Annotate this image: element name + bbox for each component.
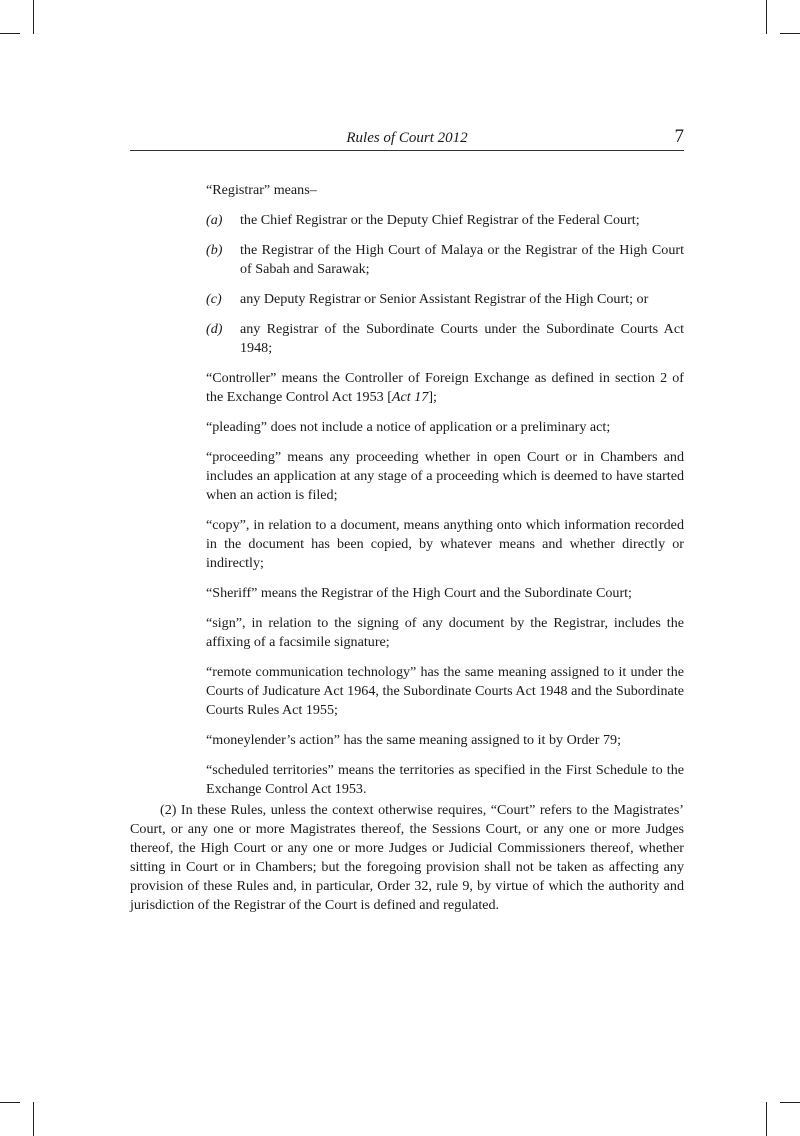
definition-copy: “copy”, in relation to a document, means anything onto which information recorded in the document has been copied, by whatever means and whether directly or indirectly; [206,517,684,571]
crop-mark [0,1102,20,1103]
page-number: 7 [674,126,684,147]
definition-scheduled-territories: “scheduled territories” means the territories as specified in the First Schedule to the Exchange Control Act 1953. [206,762,684,797]
definitions-block [206,181,684,810]
crop-mark [766,1102,767,1136]
definition-sheriff: “Sheriff” means the Registrar of the High Court and the Subordinate Court; [206,585,632,601]
item-label: (d) [206,321,223,337]
registrar-item-b [206,241,684,279]
item-label: (c) [206,291,222,307]
paragraph-2: (2) In these Rules, unless the context otherwise requires, “Court” refers to the Magistrates’ Court, or any one or more Magistrates thereof, the Sessions Court, or any one or more Judges thereof, the High Court or any one or more Judges or Judicial Commissioners thereof, whether sitting in Court or in Chambers; but the foregoing provision shall not be taken as affecting any provision of these Rules and, in particular, Order 32, rule 9, by virtue of which the authority and jurisdiction of the Registrar of the Court is defined and regulated. [130,802,684,913]
crop-mark [766,0,767,34]
definition-controller [206,369,684,407]
item-text: any Registrar of the Subordinate Courts under the Subordinate Courts Act 1948; [240,321,684,356]
definition-moneylender: “moneylender’s action” has the same meaning assigned to it by Order 79; [206,732,621,748]
item-text: the Chief Registrar or the Deputy Chief Registrar of the Federal Court; [240,212,640,228]
running-title: Rules of Court 2012 [346,130,468,146]
crop-mark [780,1102,800,1103]
header-rule [130,150,684,151]
crop-mark [0,33,20,34]
definition-proceeding: “proceeding” means any proceeding whether in open Court or in Chambers and includes an application at any stage of a proceeding which is deemed to have started when an action is filed; [206,449,684,503]
definition-pleading: “pleading” does not include a notice of application or a preliminary act; [206,419,611,435]
definition-sign: “sign”, in relation to the signing of any document by the Registrar, includes the affixing of a facsimile signature; [206,615,684,650]
item-text: any Deputy Registrar or Senior Assistant Registrar of the High Court; or [240,291,649,307]
crop-mark [33,1102,34,1136]
crop-mark [780,33,800,34]
definition-remote-communication: “remote communication technology” has the same meaning assigned to it under the Courts of Judicature Act 1964, the Subordinate Courts Act 1948 and the Subordinate Courts Rules Act 1955; [206,664,684,718]
crop-mark [33,0,34,34]
controller-text-end: ]; [428,389,437,405]
registrar-item-a [206,211,684,230]
registrar-item-d [206,320,684,358]
controller-text: “Controller” means the Controller of Foreign Exchange as defined in section 2 of the Exchange Control Act 1953 [ [206,370,684,405]
registrar-intro: “Registrar” means– [206,182,317,198]
controller-act-ref: Act 17 [391,389,429,405]
item-label: (a) [206,212,223,228]
item-label: (b) [206,242,223,258]
registrar-item-c [206,290,684,309]
item-text: the Registrar of the High Court of Malaya or the Registrar of the High Court of Sabah and Sarawak; [240,242,684,277]
running-header [130,128,684,152]
